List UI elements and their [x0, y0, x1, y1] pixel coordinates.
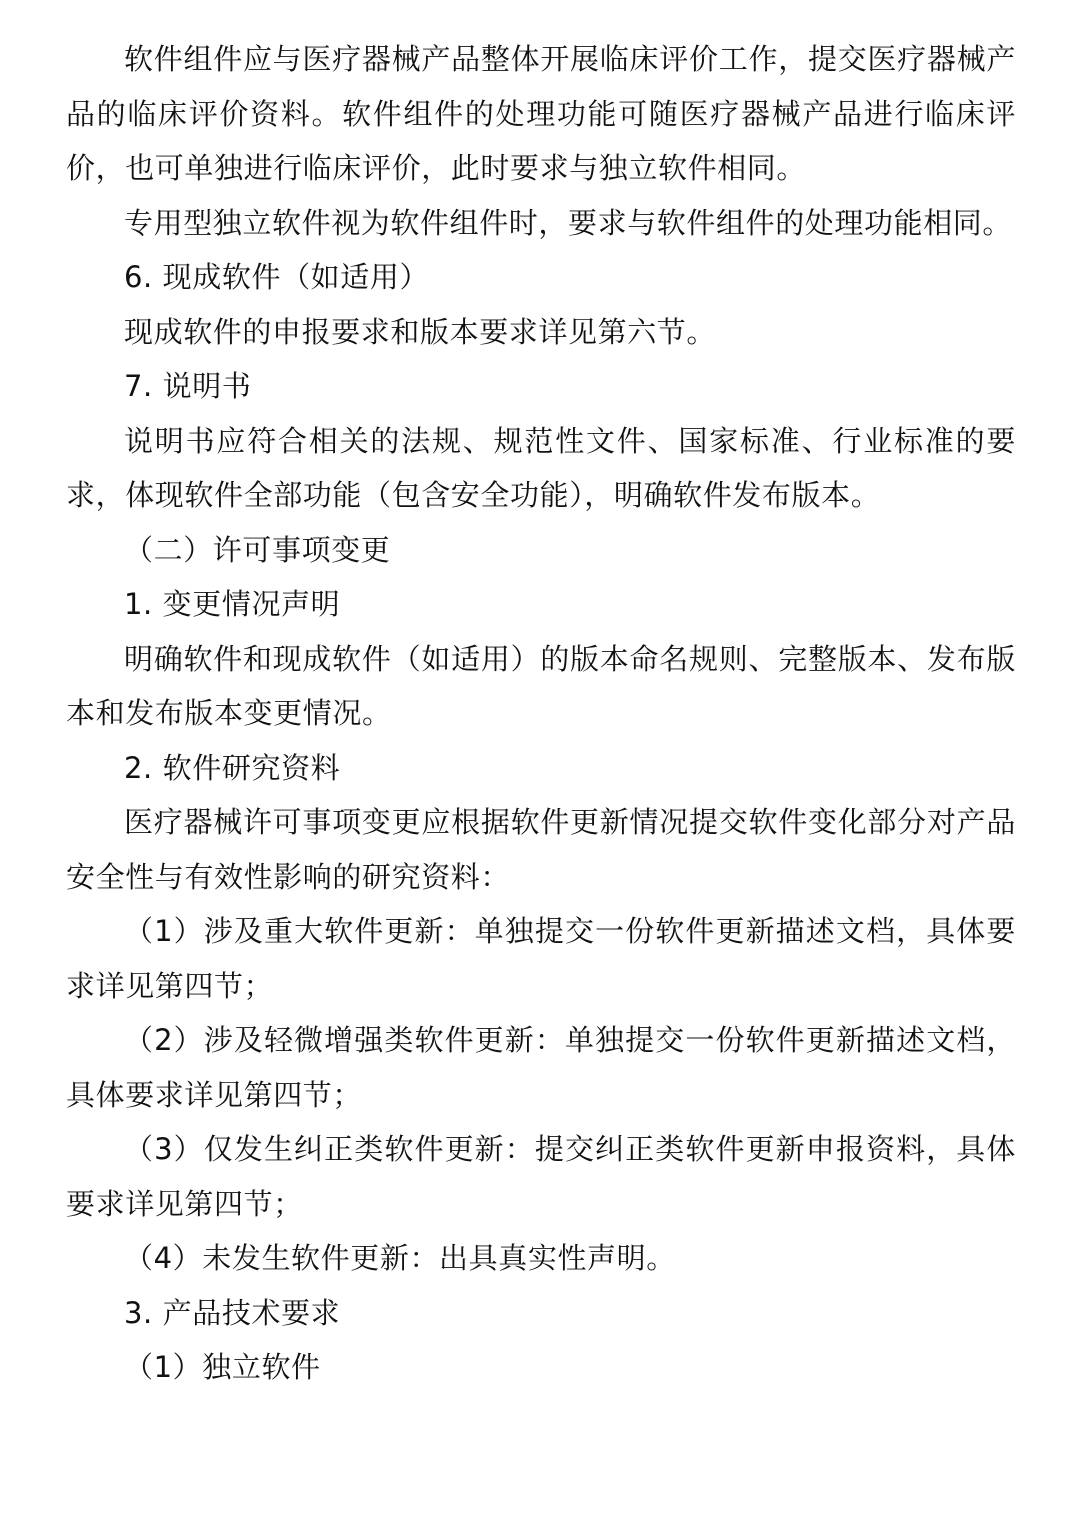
- document-body: [66, 32, 1016, 1395]
- paragraph-dedicated-standalone-software: 专用型独立软件视为软件组件时，要求与软件组件的处理功能相同。: [124, 205, 1013, 240]
- heading-ots-software: 6. 现成软件（如适用）: [124, 260, 430, 294]
- list-item-major-update: （1）涉及重大软件更新：单独提交一份软件更新描述文档，具体要求详见第四节；: [66, 914, 1016, 1003]
- heading-instructions: 7. 说明书: [124, 369, 252, 403]
- paragraph-instructions-requirements: 说明书应符合相关的法规、规范性文件、国家标准、行业标准的要求，体现软件全部功能（包含安全功能），明确软件发布版本。: [66, 423, 1016, 512]
- paragraph-change-statement: 明确软件和现成软件（如适用）的版本命名规则、完整版本、发布版本和发布版本变更情况。: [66, 641, 1016, 730]
- list-item-no-update: （4）未发生软件更新：出具真实性声明。: [124, 1241, 676, 1275]
- paragraph-ots-requirements: 现成软件的申报要求和版本要求详见第六节。: [124, 314, 717, 349]
- heading-standalone-software: （1）独立软件: [124, 1350, 321, 1384]
- heading-change-statement: 1. 变更情况声明: [124, 587, 341, 621]
- paragraph-software-research: 医疗器械许可事项变更应根据软件更新情况提交软件变化部分对产品安全性与有效性影响的研究资料：: [66, 805, 1016, 894]
- heading-software-research: 2. 软件研究资料: [124, 750, 341, 785]
- list-item-corrective-update: （3）仅发生纠正类软件更新：提交纠正类软件更新申报资料，具体要求详见第四节；: [66, 1132, 1016, 1221]
- paragraph-software-component-clinical: 软件组件应与医疗器械产品整体开展临床评价工作，提交医疗器械产品的临床评价资料。软件组件的处理功能可随医疗器械产品进行临床评价，也可单独进行临床评价，此时要求与独立软件相同。: [66, 42, 1016, 185]
- list-item-minor-update: （2）涉及轻微增强类软件更新：单独提交一份软件更新描述文档，具体要求详见第四节；: [66, 1023, 1016, 1112]
- heading-technical-requirements: 3. 产品技术要求: [124, 1295, 341, 1330]
- heading-license-change: （二）许可事项变更: [124, 532, 391, 567]
